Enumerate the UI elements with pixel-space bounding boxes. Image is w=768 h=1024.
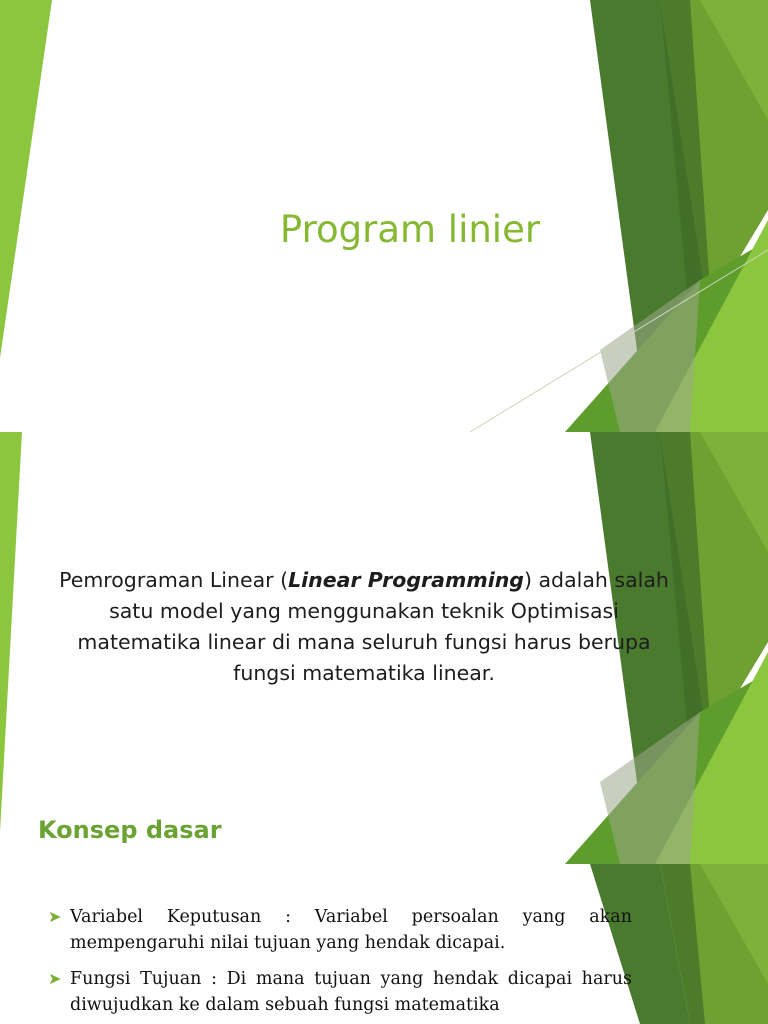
bullet-text: Variabel Keputusan : Variabel persoalan yang akan mempengaruhi nilai tujuan yang hendak dicapai. bbox=[70, 907, 632, 953]
definition-paragraph bbox=[50, 565, 678, 689]
definition-text-end: ) adalah salah satu model yang menggunakan teknik Optimisasi matematika linear di mana seluruh fungsi harus berupa fungsi matematika linear. bbox=[77, 568, 669, 685]
arrow-right-icon: ➤ bbox=[48, 969, 62, 988]
definition-emphasis: Linear Programming bbox=[288, 568, 524, 592]
slide-title-text: Program linier bbox=[279, 208, 541, 251]
slide3-title: Konsep dasar bbox=[38, 816, 222, 844]
slide-definition bbox=[0, 432, 768, 864]
slide-basic-concepts bbox=[0, 864, 768, 1024]
bullet-text: Fungsi Tujuan : Di mana tujuan yang hendak dicapai harus diwujudkan ke dalam sebuah fungsi matematika bbox=[70, 969, 632, 1015]
definition-text-start: Pemrograman Linear ( bbox=[59, 568, 289, 592]
slide-title bbox=[0, 0, 768, 432]
left-green-sliver bbox=[0, 432, 22, 832]
left-green-sliver bbox=[0, 0, 52, 358]
list-item bbox=[48, 904, 632, 956]
concept-list bbox=[48, 904, 632, 1024]
arrow-right-icon: ➤ bbox=[48, 907, 62, 926]
list-item bbox=[48, 966, 632, 1018]
